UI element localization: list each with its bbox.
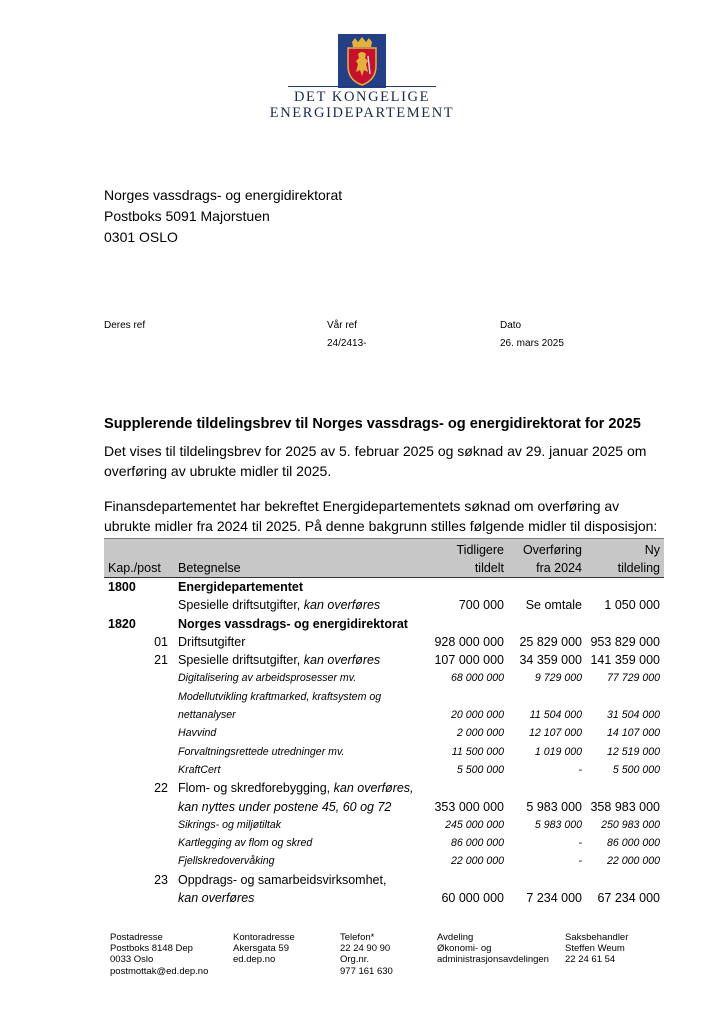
new-allocation: 5 500 000 — [612, 763, 660, 776]
transfer-from-2024: 25 829 000 — [519, 634, 582, 649]
new-allocation: 31 504 000 — [606, 709, 660, 722]
new-allocation: 86 000 000 — [606, 837, 660, 850]
row-description — [178, 598, 380, 612]
new-allocation: 22 000 000 — [606, 855, 660, 868]
new-allocation: 14 107 000 — [606, 727, 660, 740]
post-number: 23 — [154, 872, 168, 887]
sub-item-description: Digitalisering av arbeidsprosesser mv. — [178, 672, 357, 685]
previous-allocation: 68 000 000 — [450, 672, 504, 685]
intro-paragraph: Det vises til tildelingsbrev for 2025 av 5. februar 2025 og søknad av 29. januar 2025 om overføring av ubrukte midler til 2025. — [104, 443, 647, 479]
transfer-from-2024: 12 107 000 — [528, 727, 582, 740]
previous-allocation: 700 000 — [458, 598, 504, 613]
sub-item-description: Fjellskredovervåking — [178, 855, 275, 868]
description-italic-text: kan overføres — [303, 653, 381, 668]
footer-text: Avdeling — [437, 932, 474, 943]
recipient-postbox: Postboks 5091 Majorstuen — [104, 208, 270, 224]
norwegian-coat-of-arms-icon — [338, 34, 386, 88]
previous-allocation: 107 000 000 — [434, 653, 504, 668]
new-allocation: 12 519 000 — [606, 745, 660, 758]
previous-allocation: 245 000 000 — [445, 818, 504, 831]
row-description — [178, 781, 414, 795]
transfer-from-2024: 5 983 000 — [526, 799, 582, 814]
footer-text: Org.nr. — [340, 954, 370, 966]
table-row — [104, 779, 664, 797]
table-row — [104, 615, 664, 633]
transfer-from-2024: 7 234 000 — [526, 891, 582, 906]
transfer-from-2024: 1 019 000 — [534, 745, 582, 758]
post-number: 21 — [154, 653, 168, 668]
table-row — [104, 761, 664, 779]
previous-allocation: 353 000 000 — [434, 799, 504, 814]
header-kap-post: Kap./post — [108, 561, 161, 575]
table-row — [104, 852, 664, 870]
sub-item-description: Modellutvikling kraftmarked, kraftsystem og — [178, 690, 382, 703]
sub-item-description: Kartlegging av flom og skred — [178, 837, 313, 850]
footer-text: administrasjonsavdelingen — [437, 954, 549, 966]
transfer-from-2024: - — [578, 763, 582, 776]
chapter-number: 1820 — [108, 616, 136, 631]
recipient-name: Norges vassdrags- og energidirektorat — [104, 187, 343, 203]
letter-title: Supplerende tildelingsbrev til Norges vassdrags- og energidirektorat for 2025 — [104, 416, 641, 432]
new-allocation: 141 359 000 — [590, 653, 660, 668]
transfer-from-2024: 9 729 000 — [534, 672, 582, 685]
footer-office-address — [233, 932, 295, 966]
transfer-from-2024: 11 504 000 — [529, 709, 582, 722]
footer-text: Saksbehandler — [565, 932, 629, 943]
post-number: 01 — [154, 634, 168, 649]
table-row — [104, 633, 664, 651]
footer-text: Steffen Weum — [565, 943, 625, 955]
table-row — [104, 889, 664, 907]
header-divider — [288, 86, 436, 87]
table-row — [104, 596, 664, 614]
footer-text: 0033 Oslo — [110, 954, 154, 966]
footer-text: Telefon* — [340, 932, 375, 943]
transfer-from-2024: - — [578, 855, 582, 868]
description-text: Energidepartementet — [178, 580, 304, 594]
footer-text: Akersgata 59 — [233, 943, 289, 955]
previous-allocation: 2 000 000 — [456, 727, 504, 740]
footer-department — [437, 932, 549, 966]
previous-allocation: 20 000 000 — [450, 709, 504, 722]
previous-allocation: 22 000 000 — [450, 855, 504, 868]
footer-text: postmottak@ed.dep.no — [110, 965, 209, 977]
previous-allocation: 928 000 000 — [434, 634, 504, 649]
sub-item-description: nettanalyser — [178, 709, 236, 722]
header-ny: Ny — [644, 543, 660, 557]
row-description — [178, 635, 245, 649]
table-row — [104, 706, 664, 724]
description-italic-text: kan overføres, — [333, 781, 414, 796]
table-row — [104, 743, 664, 761]
description-italic-text: kan nyttes under postene 45, 60 og 72 — [178, 799, 392, 814]
description-italic-text: kan overføres — [303, 598, 381, 613]
description-text: Spesielle driftsutgifter, — [178, 653, 304, 668]
header-tidligere: Tidligere — [456, 543, 504, 557]
row-description — [178, 580, 303, 594]
footer-text: Økonomi- og — [437, 943, 492, 955]
header-fra-2024: fra 2024 — [536, 561, 582, 575]
previous-allocation: 5 500 000 — [456, 763, 504, 776]
table-row — [104, 724, 664, 742]
previous-allocation: 86 000 000 — [450, 837, 504, 850]
approval-paragraph: Finansdepartementet har bekreftet Energidepartementets søknad om overføring av ubrukte midler fra 2024 til 2025. På denne bakgrunn stilles følgende midler til disposisjon: — [104, 498, 658, 534]
row-description — [178, 873, 386, 887]
header-tildeling: tildeling — [617, 561, 660, 575]
table-row — [104, 688, 664, 706]
table-row — [104, 651, 664, 669]
deres-ref-label: Deres ref — [104, 320, 146, 331]
description-text: Spesielle driftsutgifter, — [178, 598, 304, 613]
ministry-name-line2: ENERGIDEPARTEMENT — [269, 105, 455, 121]
chapter-number: 1800 — [108, 580, 136, 594]
footer-text: Postadresse — [110, 932, 163, 943]
transfer-from-2024: Se omtale — [525, 598, 582, 613]
table-row — [104, 834, 664, 852]
footer-text: Kontoradresse — [233, 932, 295, 943]
previous-allocation: 11 500 000 — [451, 745, 504, 758]
description-text: Norges vassdrags- og energidirektorat — [178, 616, 408, 631]
footer-text: Postboks 8148 Dep — [110, 943, 193, 955]
footer-text: 22 24 90 90 — [340, 943, 391, 955]
table-row — [104, 871, 664, 889]
date-value: 26. mars 2025 — [500, 338, 564, 349]
new-allocation: 1 050 000 — [604, 598, 660, 613]
new-allocation: 953 829 000 — [590, 634, 660, 649]
footer-case-officer — [565, 932, 628, 966]
transfer-from-2024: 5 983 000 — [534, 818, 582, 831]
sub-item-description: Forvaltningsrettede utredninger mv. — [178, 745, 345, 758]
description-text: Driftsutgifter — [178, 634, 246, 649]
sub-item-description: Havvind — [178, 727, 217, 740]
table-header — [104, 538, 664, 578]
date-label: Dato — [500, 320, 522, 331]
row-description — [178, 617, 408, 631]
transfer-from-2024: - — [578, 837, 582, 850]
table-row — [104, 578, 664, 596]
var-ref-value: 24/2413- — [327, 338, 367, 349]
footer-postal-address — [110, 932, 208, 977]
footer-phone — [340, 932, 393, 977]
table-row — [104, 816, 664, 834]
recipient-city: 0301 OSLO — [104, 229, 178, 245]
var-ref-label: Vår ref — [327, 320, 358, 331]
new-allocation: 77 729 000 — [606, 672, 660, 685]
allocation-table — [104, 538, 664, 907]
header-betegnelse: Betegnelse — [178, 561, 241, 575]
description-italic-text: kan overføres — [178, 891, 255, 906]
header-overforing: Overføring — [522, 543, 582, 557]
row-description — [178, 653, 380, 667]
description-text: Oppdrags- og samarbeidsvirksomhet, — [178, 872, 387, 887]
footer-text: 22 24 61 54 — [565, 954, 616, 966]
sub-item-description: KraftCert — [178, 763, 221, 776]
footer-text: 977 161 630 — [340, 965, 393, 977]
table-body — [104, 578, 664, 907]
footer-text: ed.dep.no — [233, 954, 276, 966]
header-tildelt: tildelt — [474, 561, 504, 575]
post-number: 22 — [154, 781, 168, 796]
new-allocation: 250 983 000 — [601, 818, 660, 831]
description-text: Flom- og skredforebygging, — [178, 781, 334, 796]
ministry-name-line1: DET KONGELIGE — [293, 89, 431, 105]
new-allocation: 358 983 000 — [590, 799, 660, 814]
row-description — [178, 800, 391, 814]
table-row — [104, 669, 664, 687]
new-allocation: 67 234 000 — [597, 891, 660, 906]
transfer-from-2024: 34 359 000 — [519, 653, 582, 668]
sub-item-description: Sikrings- og miljøtiltak — [178, 818, 282, 831]
table-row — [104, 798, 664, 816]
previous-allocation: 60 000 000 — [441, 891, 504, 906]
row-description — [178, 891, 254, 905]
